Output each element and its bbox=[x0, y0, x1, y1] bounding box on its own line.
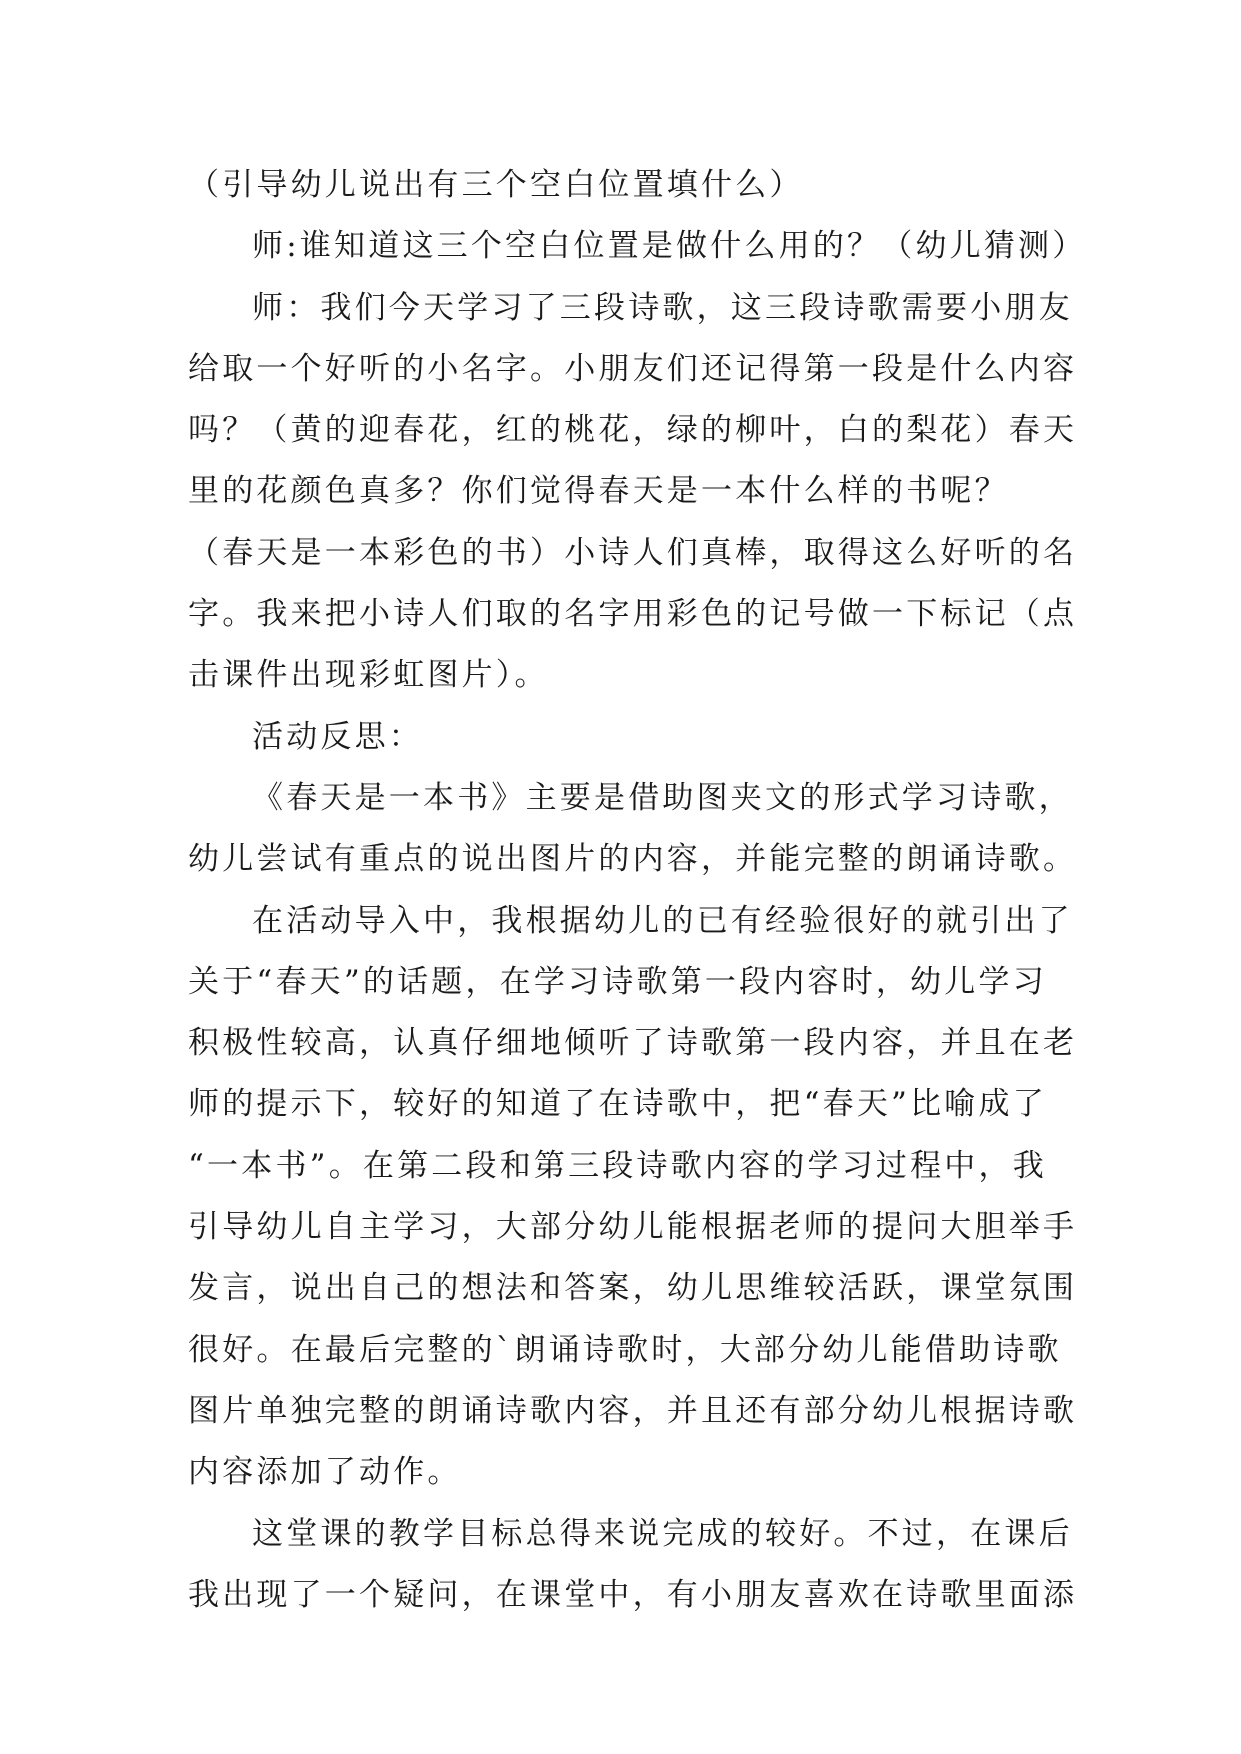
text-line: 引导幼儿自主学习，大部分幼儿能根据老师的提问大胆举手 bbox=[188, 1209, 1078, 1246]
text-line: （引导幼儿说出有三个空白位置填什么） bbox=[188, 167, 804, 203]
text-line: 师:谁知道这三个空白位置是做什么用的？（幼儿猜测） bbox=[252, 228, 1087, 265]
text-line: 这堂课的教学目标总得来说完成的较好。不过，在课后 bbox=[252, 1515, 1073, 1552]
text-line: 很好。在最后完整的`朗诵诗歌时，大部分幼儿能借助诗歌 bbox=[188, 1331, 1062, 1368]
text-line: “一本书”。在第二段和第三段诗歌内容的学习过程中，我 bbox=[188, 1147, 1047, 1184]
text-line: （春天是一本彩色的书）小诗人们真棒，取得这么好听的名 bbox=[188, 534, 1078, 571]
text-line: 发言，说出自己的想法和答案，幼儿思维较活跃，课堂氛围 bbox=[188, 1270, 1078, 1307]
text-line: 活动反思： bbox=[252, 718, 423, 755]
text-line: 《春天是一本书》主要是借助图夹文的形式学习诗歌， bbox=[252, 779, 1073, 816]
text-line: 师：我们今天学习了三段诗歌，这三段诗歌需要小朋友 bbox=[252, 289, 1073, 326]
text-line: 字。我来把小诗人们取的名字用彩色的记号做一下标记（点 bbox=[188, 596, 1078, 633]
text-line: 击课件出现彩虹图片）。 bbox=[188, 657, 549, 694]
text-line: 师的提示下，较好的知道了在诗歌中，把“春天”比喻成了 bbox=[188, 1086, 1047, 1123]
text-line: 吗？（黄的迎春花，红的桃花，绿的柳叶，白的梨花）春天 bbox=[188, 412, 1078, 449]
document-body bbox=[188, 155, 1087, 1626]
text-line: 在活动导入中，我根据幼儿的已有经验很好的就引出了 bbox=[252, 902, 1073, 939]
text-line: 幼儿尝试有重点的说出图片的内容，并能完整的朗诵诗歌。 bbox=[188, 841, 1078, 878]
text-line: 积极性较高，认真仔细地倾听了诗歌第一段内容，并且在老 bbox=[188, 1025, 1078, 1062]
text-line: 里的花颜色真多？你们觉得春天是一本什么样的书呢？ bbox=[188, 473, 1009, 510]
text-line: 关于“春天”的话题，在学习诗歌第一段内容时，幼儿学习 bbox=[188, 963, 1047, 1000]
text-line: 我出现了一个疑问，在课堂中，有小朋友喜欢在诗歌里面添 bbox=[188, 1576, 1078, 1613]
text-line: 给取一个好听的小名字。小朋友们还记得第一段是什么内容 bbox=[188, 350, 1078, 387]
text-line: 内容添加了动作。 bbox=[188, 1454, 462, 1491]
text-line: 图片单独完整的朗诵诗歌内容，并且还有部分幼儿根据诗歌 bbox=[188, 1392, 1078, 1429]
